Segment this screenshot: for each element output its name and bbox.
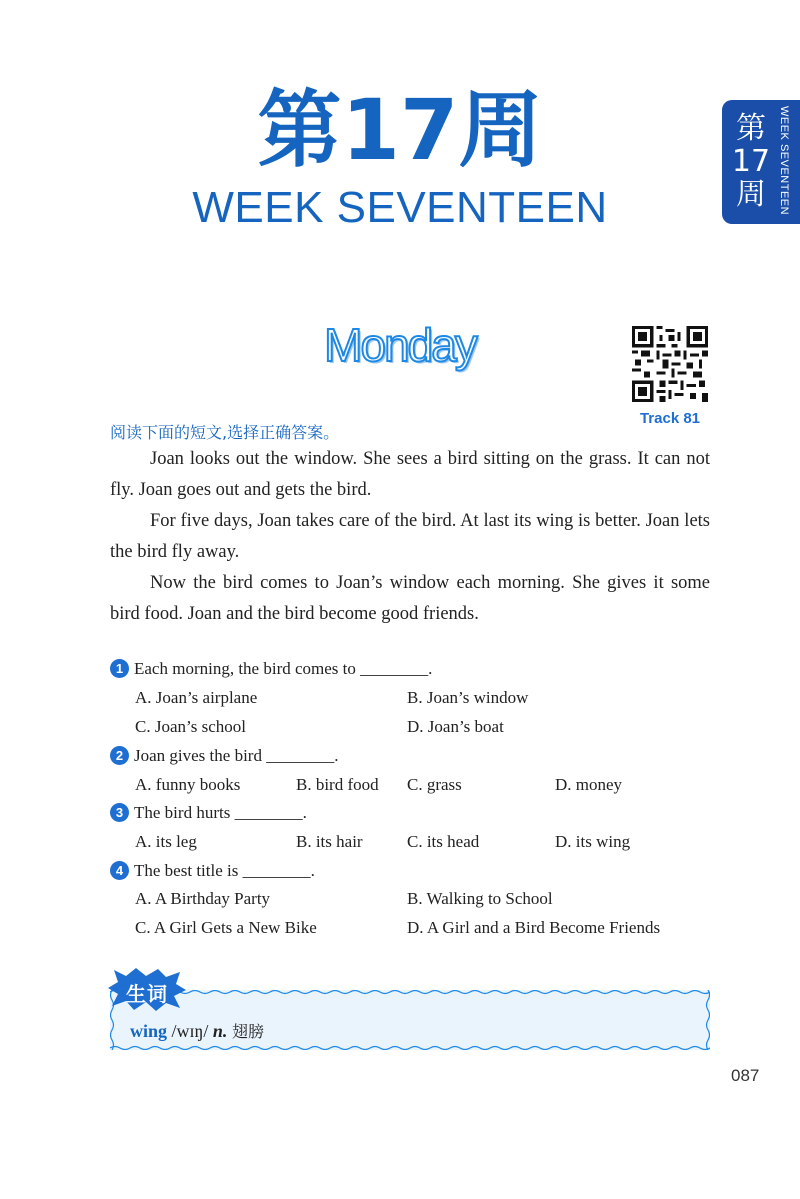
option-b[interactable]: B. bird food bbox=[296, 775, 379, 794]
option-d[interactable]: D. its wing bbox=[555, 832, 631, 851]
qr-code-icon bbox=[632, 326, 708, 402]
vocab-phonetic: /wɪŋ/ bbox=[171, 1021, 209, 1041]
option-a[interactable]: A. its leg bbox=[135, 832, 197, 851]
question-stem: Joan gives the bird ________. bbox=[134, 746, 339, 765]
week-title-english: WEEK SEVENTEEN bbox=[192, 183, 608, 232]
option-b[interactable]: B. Joan’s window bbox=[407, 688, 529, 707]
passage-paragraph: Joan looks out the window. She sees a bird sitting on the grass. It can not fly. Joan goes out and gets the bird. bbox=[110, 449, 710, 500]
option-d[interactable]: D. A Girl and a Bird Become Friends bbox=[407, 918, 661, 937]
option-c[interactable]: C. A Girl Gets a New Bike bbox=[135, 918, 317, 937]
question-stem: Each morning, the bird comes to ________. bbox=[134, 659, 433, 678]
option-b[interactable]: B. its hair bbox=[296, 832, 363, 851]
option-c[interactable]: C. its head bbox=[407, 832, 480, 851]
option-a[interactable]: A. A Birthday Party bbox=[135, 889, 271, 908]
option-b[interactable]: B. Walking to School bbox=[407, 889, 553, 908]
week-side-tab bbox=[722, 100, 800, 224]
question-3 bbox=[110, 803, 307, 823]
passage-paragraph: Now the bird comes to Joan’s window each morning. She gives it some bird food. Joan and the bird become good friends. bbox=[110, 573, 710, 624]
reading-passage bbox=[110, 444, 710, 630]
vocab-meaning: 翅膀 bbox=[231, 1022, 264, 1041]
vocab-label: 生词 bbox=[126, 982, 168, 1006]
question-number-badge: 3 bbox=[110, 803, 129, 822]
option-c[interactable]: C. grass bbox=[407, 775, 462, 794]
vocab-part-of-speech: n. bbox=[212, 1021, 228, 1041]
vocab-entry bbox=[130, 1019, 264, 1042]
question-number-badge: 4 bbox=[110, 861, 129, 880]
page-number: 087 bbox=[731, 1066, 760, 1085]
option-a[interactable]: A. Joan’s airplane bbox=[135, 688, 258, 707]
option-c[interactable]: C. Joan’s school bbox=[135, 717, 246, 736]
question-stem: The bird hurts ________. bbox=[134, 803, 307, 822]
day-title: Monday bbox=[324, 319, 476, 371]
side-tab-english: WEEK SEVENTEEN bbox=[778, 106, 790, 216]
option-a[interactable]: A. funny books bbox=[135, 775, 241, 794]
question-1 bbox=[110, 659, 432, 679]
question-stem: The best title is ________. bbox=[134, 861, 315, 880]
vocab-word: wing bbox=[130, 1021, 168, 1041]
question-2 bbox=[110, 746, 338, 766]
passage-paragraph: For five days, Joan takes care of the bird. At last its wing is better. Joan lets the bird fly away. bbox=[110, 511, 710, 562]
audio-track-label: Track 81 bbox=[639, 410, 701, 427]
side-tab-chinese: 第17周 bbox=[731, 111, 771, 212]
question-number-badge: 2 bbox=[110, 746, 129, 765]
reading-instruction: 阅读下面的短文,选择正确答案。 bbox=[110, 423, 340, 442]
question-number-badge: 1 bbox=[110, 659, 129, 678]
option-d[interactable]: D. Joan’s boat bbox=[407, 717, 504, 736]
question-4 bbox=[110, 861, 315, 881]
option-d[interactable]: D. money bbox=[555, 775, 623, 794]
week-title-chinese: 第17周 bbox=[257, 81, 543, 179]
